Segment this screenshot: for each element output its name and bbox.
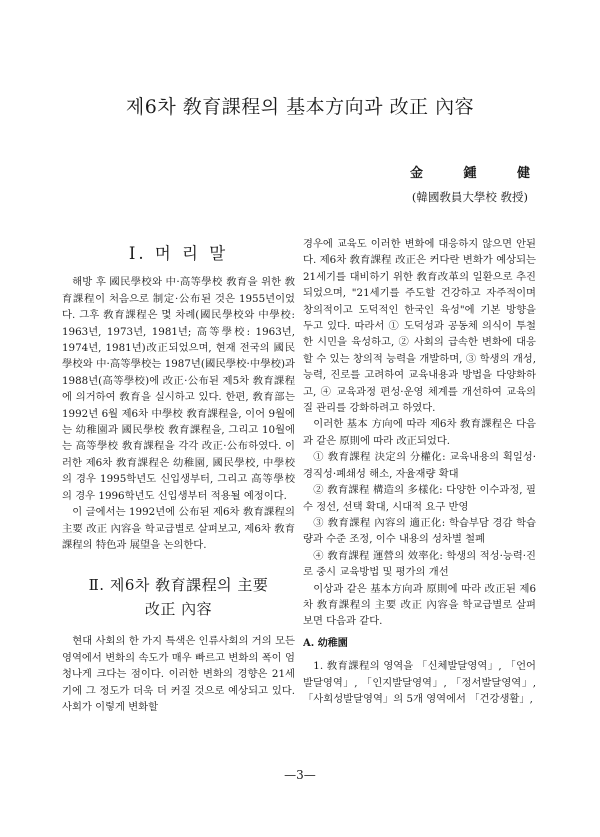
author-name: 金 鍾 健 xyxy=(409,166,548,181)
section-heading-main-contents xyxy=(62,573,295,621)
intro-paragraph-2: 이 글에서는 1992년에 公布된 제6차 敎育課程의 主要 改正 內容을 학교급별로 살펴보고, 제6차 敎育課程의 特色과 展望을 논의한다. xyxy=(62,506,295,551)
principle-item-3: ③ 敎育課程 內容의 適正化: 학습부담 경감 학습량과 수준 조정, 이수 내용의 성차별 철폐 xyxy=(303,516,536,546)
section-heading-introduction: Ⅰ. 머 리 말 xyxy=(128,244,229,263)
summary-paragraph: 이상과 같은 基本方向과 原則에 따라 改正된 제6차 敎育課程의 主要 改正 內容을 학교급별로 살펴 보면 다음과 같다. xyxy=(303,582,536,628)
principles-intro: 이러한 基本 方向에 따라 제6차 敎育課程은 다음과 같은 原則에 따라 改正되었다. xyxy=(303,418,536,447)
section-heading-line-2: 改正 內容 xyxy=(144,600,213,619)
main-paragraph-1: 현대 사회의 한 가지 특색은 인류사회의 거의 모든 영역에서 변화의 속도가 매우 빠르고 변화의 폭이 엄청나게 크다는 점이다. 이러한 변화의 경향은 21세기에 그 정도가 더욱 더 커질 것으로 예상되고 있다. 사회가 이렇게 변화할 xyxy=(62,635,295,713)
page-number: —3— xyxy=(284,768,316,782)
author-affiliation: (韓國敎員大學校 敎授) xyxy=(411,190,529,204)
left-column xyxy=(62,236,295,781)
intro-paragraph-1: 해방 후 國民學校와 中·高等學校 敎育을 위한 敎育課程이 처음으로 制定·公布된 것은 1955년이었다. 그후 敎育課程은 몇 차례(國民學校와 中學校: 1963년, 1973년, 1981년; 高等學校: 1963년, 1974년, 1981년)改正되었으며, 현재 전국의 國民學校와 中·高等學校는 1987년(國民學校·中學校)과 1988년(高等學校)에 改正·公布된 제5차 敎育課程에 의거하여 敎育을 실시하고 있다. 한편, 敎育部는 1992년 6월 제6차 中學校 敎育課程을, 이어 9월에는 幼稚園과 國民學校 敎育課程을, 그리고 10월에는 高等學校 敎育課程을 각각 改正·公布하였다. 이러한 제6차 敎育課程은 幼稚園, 國民學校, 中學校의 경우 1995학년도 신입생부터, 그리고 高等學校의 경우 1996학년도 신입생부터 적용될 예정이다. xyxy=(62,276,295,502)
principle-item-4: ④ 敎育課程 運營의 效率化: 학생의 적성·능력·진로 중시 교육방법 및 평가의 개선 xyxy=(303,549,536,579)
principle-item-1: ① 敎育課程 決定의 分權化: 교육내용의 획일성·경직성·폐쇄성 해소, 자율재량 확대 xyxy=(303,451,536,480)
right-column xyxy=(303,236,536,781)
section-heading-line-1: Ⅱ. 제6차 敎育課程의 主要 xyxy=(88,576,269,595)
author-block xyxy=(409,162,548,205)
article-title: 제6차 敎育課程의 基本方向과 改正 內容 xyxy=(125,96,475,118)
continued-paragraph: 경우에 교육도 이러한 변화에 대응하지 않으면 안된다. 제6차 敎育課程 改正은 커다란 변화가 예상되는 21세기를 대비하기 위한 敎育改革의 일환으로 추진되었으며, "21세기를 주도할 건강하고 자주적이며 창의적이고 도덕적인 한국인 육성"에 기본 방향을 두고 있다. 따라서 ① 도덕성과 공동체 의식이 투철한 시민을 육성하고, ② 사회의 급속한 변화에 대응할 수 있는 창의적 능력을 개발하며, ③ 학생의 개성, 능력, 진로를 고려하여 교육내용과 방법을 다양화하고, ④ 교육과정 편성·운영 체계를 개선하여 교육의 질 관리를 강화하려고 하였다. xyxy=(303,238,536,415)
subheading-kindergarten: A. 幼稚園 xyxy=(303,637,348,649)
principle-item-2: ② 敎育課程 構造의 多樣化: 다양한 이수과정, 필수 정선, 선택 확대, 시대적 요구 반영 xyxy=(303,484,536,513)
kindergarten-paragraph-1: 1. 敎育課程의 영역을 「신체발달영역」, 「언어발달영역」, 「인지발달영역」, 「정서발달영역」, 「사회성발달영역」의 5개 영역에서 「건강생활」, xyxy=(303,660,536,705)
